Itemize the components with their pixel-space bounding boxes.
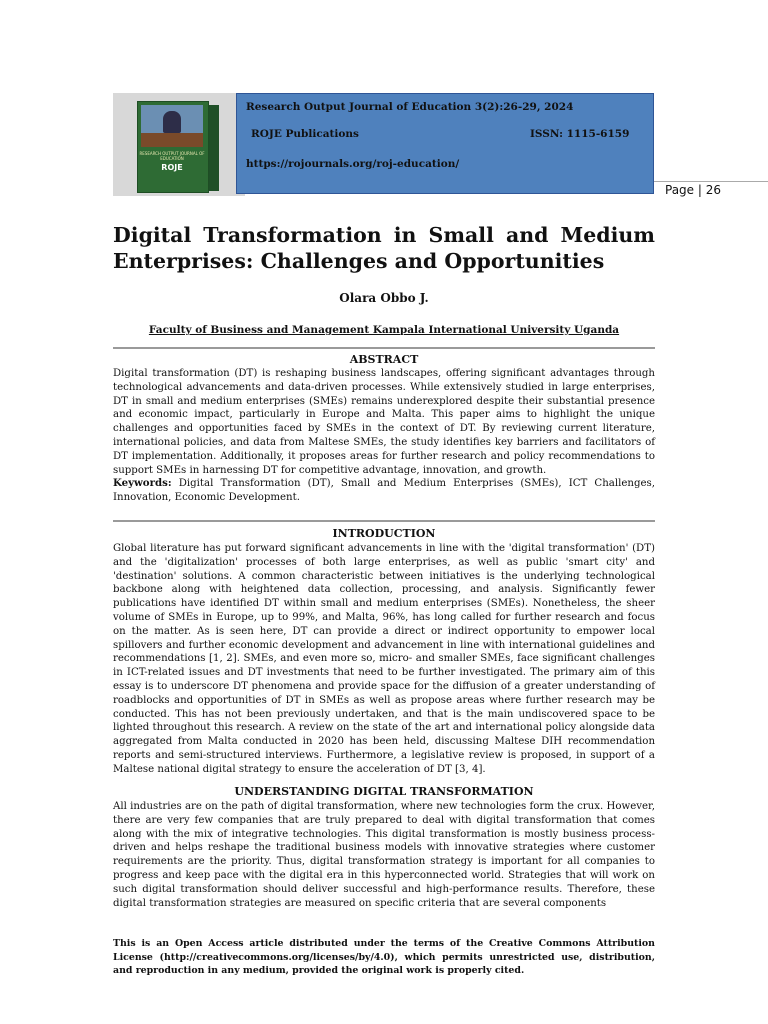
- journal-info-box: [236, 93, 654, 194]
- cover-brand: ROJE: [161, 163, 183, 172]
- cover-photo-desk: [141, 133, 203, 147]
- license-notice: This is an Open Access article distributed under the terms of the Creative Commons Attribution License (http://creativecommons.org/licenses/by/4.0), which permits unrestricted use, distribution, and reproduction in any medium, provided the original work is properly cited.: [113, 938, 655, 977]
- cover-photo-person: [163, 111, 181, 133]
- abstract-body: Digital transformation (DT) is reshaping business landscapes, offering significant advantages through technological advancements and data-driven processes. While extensively studied in large enterprises, DT in small and medium enterprises (SMEs) remains underexplored despite their substantial presence and economic impact, particularly in Europe and Malta. This paper aims to highlight the unique challenges and opportunities faced by SMEs in the context of DT. By reviewing current literature, international policies, and data from Maltese SMEs, the study identifies key barriers and facilitators of DT implementation. Additionally, it proposes areas for further research and policy recommendations to support SMEs in harnessing DT for competitive advantage, innovation, and growth.: [113, 368, 655, 476]
- understanding-dt-text: All industries are on the path of digital transformation, where new technologies form the crux. However, there are very few companies that are truly prepared to deal with digital transformation that comes along with the mix of integrative technologies. This digital transformation is mostly business process-driven and helps reshape the traditional business models with innovative strategies where customer requirements are the priority. Thus, digital transformation strategy is important for all companies to progress and keep pace with the digital era in this hyperconnected world. Strategies that will work on such digital transformation should deliver successful and high-performance results. Therefore, these digital transformation strategies are measured on specific criteria that are several components: [113, 801, 655, 909]
- page-number-rule: [654, 181, 768, 182]
- keywords-list: Digital Transformation (DT), Small and Medium Enterprises (SMEs), ICT Challenges, Innovation, Economic Development.: [113, 478, 655, 504]
- author-name: Olara Obbo J.: [339, 291, 429, 305]
- keywords-label: Keywords:: [113, 477, 172, 490]
- author-affiliation: Faculty of Business and Management Kampala International University Uganda: [148, 324, 620, 336]
- article-title: Digital Transformation in Small and Medium Enterprises: Challenges and Opportunities: [113, 223, 655, 273]
- issn: ISSN: 1115-6159: [530, 128, 630, 140]
- understanding-dt-heading: UNDERSTANDING DIGITAL TRANSFORMATION: [234, 785, 534, 798]
- abstract-top-rule: [113, 347, 655, 349]
- journal-citation: Research Output Journal of Education 3(2):26-29, 2024: [246, 101, 574, 113]
- introduction-heading: INTRODUCTION: [332, 527, 436, 540]
- abstract-bottom-rule: [113, 520, 655, 522]
- publisher-name: ROJE Publications: [251, 128, 359, 140]
- cover-photo: [141, 105, 203, 147]
- abstract-text: [113, 367, 655, 505]
- journal-cover-image: [113, 93, 245, 196]
- journal-url[interactable]: https://rojournals.org/roj-education/: [246, 158, 460, 170]
- introduction-text: Global literature has put forward significant advancements in line with the 'digital transformation' (DT) and the 'digitalization' processes of both large enterprises, as well as public 'smart city' and 'destination' solutions. A common characteristic between initiatives is the underlying technological backbone along with heightened data collection, processing, and analysis. Significantly fewer publications have identified DT within small and medium enterprises (SMEs). Nonetheless, the sheer volume of SMEs in Europe, up to 99%, and Malta, 96%, has long called for further research and focus on the matter. As is seen here, DT can provide a direct or indirect opportunity to empower local spillovers and further economic development and advancement in line with international guidelines and recommendations [1, 2]. SMEs, and even more so, micro- and smaller SMEs, face significant challenges in ICT-related issues and DT investments that need to be further investigated. The primary aim of this essay is to underscore DT phenomena and provide space for the diffusion of a greater understanding of roadblocks and opportunities of DT in SMEs as well as propose areas where further research may be conducted. This has not been previously undertaken, and that is the main undiscovered space to be lighted throughout this research. A review on the state of the art and international policy alongside data aggregated from Malta conducted in 2020 has been held, discussing Maltese DIH recommendation reports and semi-structured interviews. Furthermore, a legislative review is proposed, in support of a Maltese national digital strategy to ensure the acceleration of DT [3, 4].: [113, 543, 655, 775]
- abstract-heading: ABSTRACT: [349, 353, 419, 366]
- cover-title: RESEARCH OUTPUT JOURNAL OF EDUCATION: [139, 151, 205, 161]
- page-number: Page | 26: [665, 183, 721, 197]
